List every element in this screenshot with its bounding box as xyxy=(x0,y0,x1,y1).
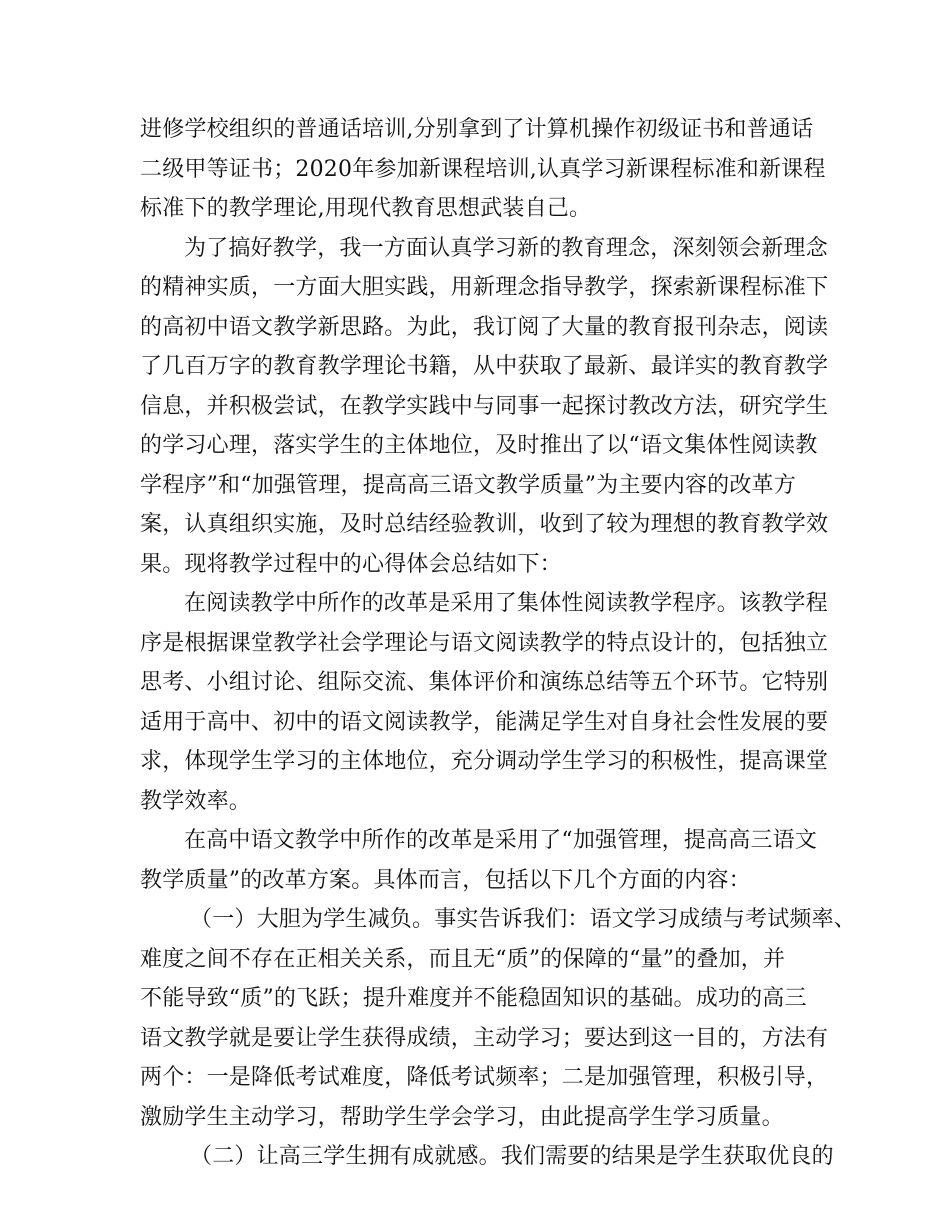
text-line: 信息，并积极尝试，在教学实践中与同事一起探讨教改方法，研究学生 xyxy=(140,393,829,419)
text-line: 教学效率。 xyxy=(140,788,252,814)
paragraph-start-line: （一）大胆为学生减负。事实告诉我们：语文学习成绩与考试频率、 xyxy=(190,907,857,932)
paragraph-start-line: 为了搞好教学，我一方面认真学习新的教育理念，深刻领会新理念 xyxy=(184,235,828,261)
paragraph-start-line: 在阅读教学中所作的改革是采用了集体性阅读教学程序。该教学程 xyxy=(184,591,828,616)
text-line: 学程序”和“加强管理，提高高三语文教学质量”为主要内容的改革方 xyxy=(140,472,796,498)
text-line: 难度之间不存在正相关关系，而且无“质”的保障的“量”的叠加，并 xyxy=(140,946,786,972)
text-line: 标准下的教学理论,用现代教育思想武装自己。 xyxy=(140,196,592,221)
text-line: 求，体现学生学习的主体地位，充分调动学生学习的积极性，提高课堂 xyxy=(140,749,829,774)
text-line: 进修学校组织的普通话培训,分别拿到了计算机操作初级证书和普通话 xyxy=(140,117,814,142)
text-line: 的高初中语文教学新思路。为此，我订阅了大量的教育报刊杂志，阅读 xyxy=(140,314,829,340)
text-line: 思考、小组讨论、组际交流、集体评价和演练总结等五个环节。它特别 xyxy=(140,670,829,695)
text-line: 案，认真组织实施，及时总结经验教训，收到了较为理想的教育教学效 xyxy=(140,512,829,537)
paragraph-start-line: 在高中语文教学中所作的改革是采用了“加强管理，提高高三语文 xyxy=(184,828,818,853)
paragraph-start-line: （二）让高三学生拥有成就感。我们需要的结果是学生获取优良的 xyxy=(190,1144,834,1169)
text-line: 二级甲等证书；2020年参加新课程培训,认真学习新课程标准和新课程 xyxy=(140,156,826,182)
text-line: 两个：一是降低考试难度，降低考试频率；二是加强管理，积极引导， xyxy=(140,1065,829,1090)
text-line: 适用于高中、初中的语文阅读教学，能满足学生对自身社会性发展的要 xyxy=(140,709,829,735)
text-line: 的精神实质，一方面大胆实践，用新理念指导教学，探索新课程标准下 xyxy=(140,275,829,300)
text-line: 序是根据课堂教学社会学理论与语文阅读教学的特点设计的，包括独立 xyxy=(140,630,829,656)
text-line: 果。现将教学过程中的心得体会总结如下： xyxy=(140,551,562,577)
text-line: 不能导致“质”的飞跃；提升难度并不能稳固知识的基础。成功的高三 xyxy=(140,986,807,1011)
body-text xyxy=(140,110,857,1177)
text-line: 教学质量”的改革方案。具体而言，包括以下几个方面的内容： xyxy=(140,867,751,893)
text-line: 的学习心理，落实学生的主体地位，及时推出了以“语文集体性阅读教 xyxy=(140,433,818,458)
text-line: 激励学生主动学习，帮助学生学会学习，由此提高学生学习质量。 xyxy=(140,1104,784,1130)
text-line: 了几百万字的教育教学理论书籍，从中获取了最新、最详实的教育教学 xyxy=(140,354,829,379)
text-line: 语文教学就是要让学生获得成绩，主动学习；要达到这一目的，方法有 xyxy=(140,1025,829,1051)
